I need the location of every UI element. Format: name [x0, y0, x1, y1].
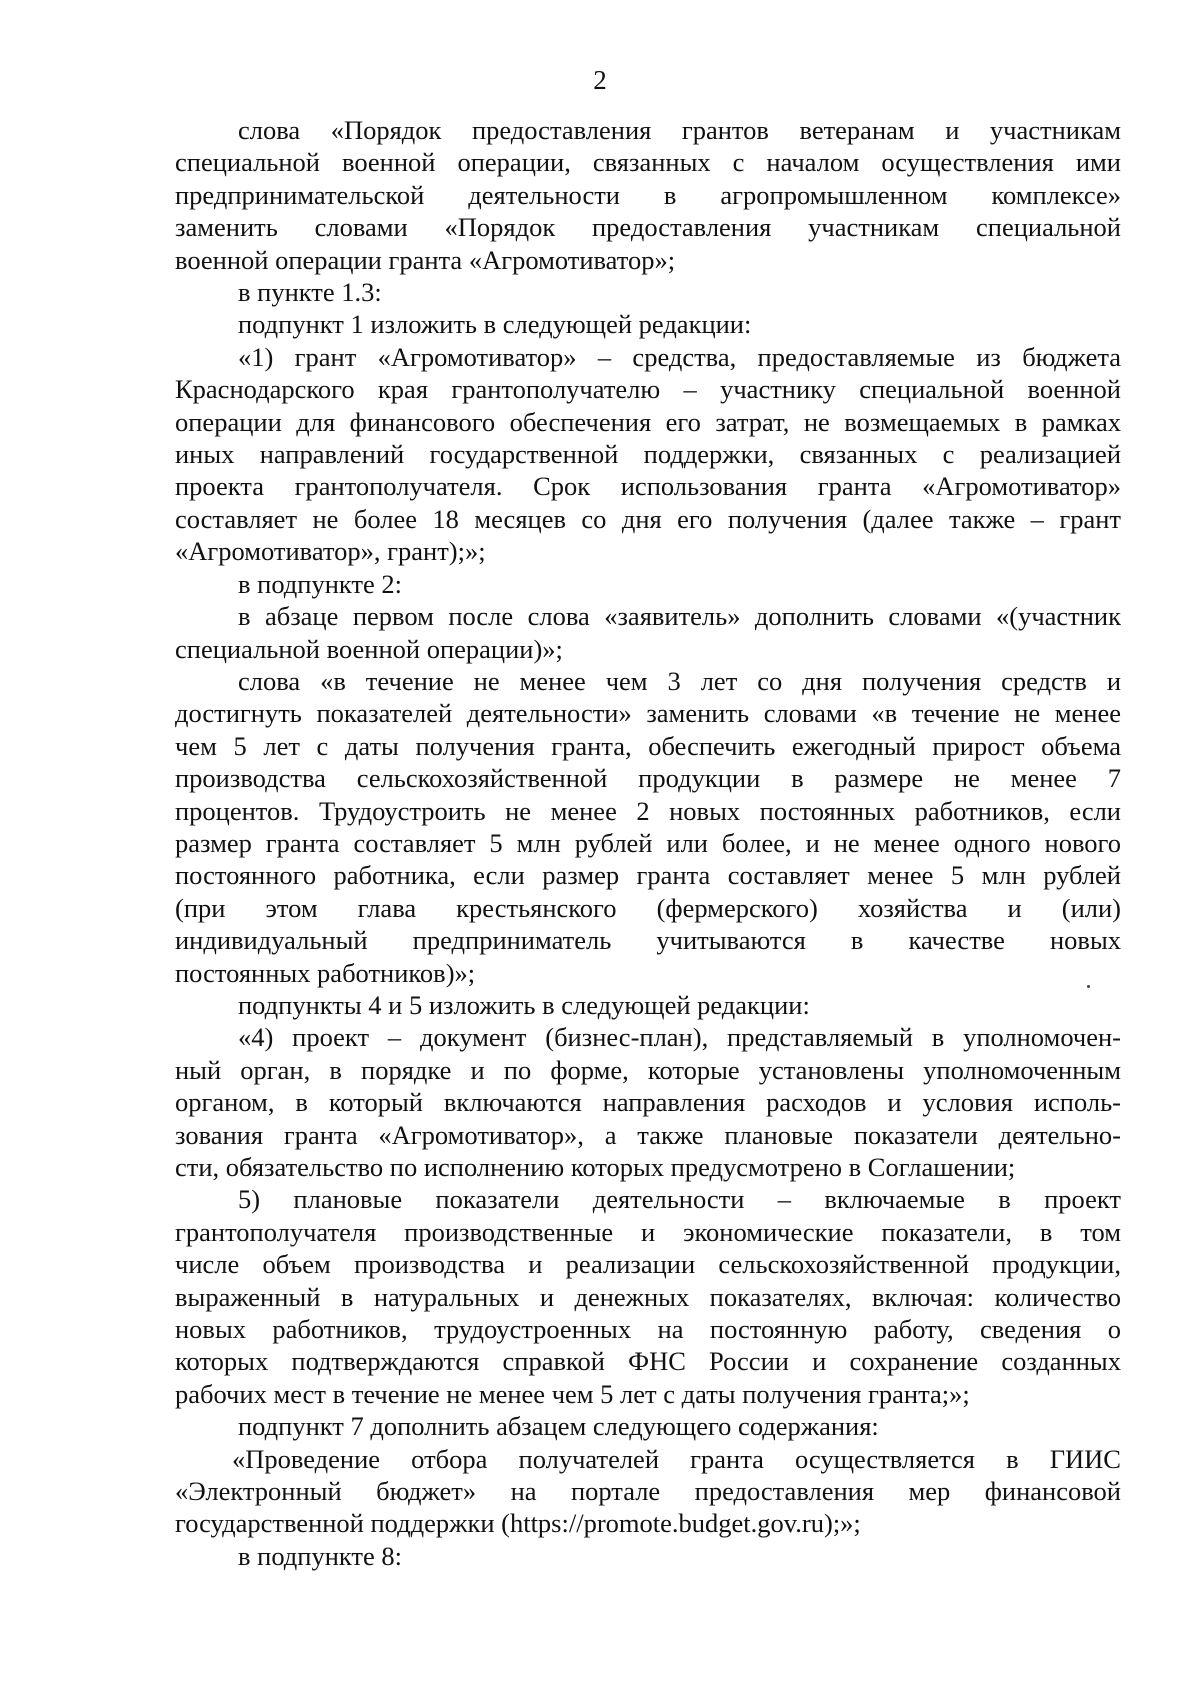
paragraph-planned-indicators: [175, 1183, 1121, 1410]
text-line: органом, в который включаются направления расходов и условия исполь-: [175, 1087, 1121, 1118]
paragraph-subpoint-1-intro: [175, 308, 1121, 340]
text-line: числе объем производства и реализации сельскохозяйственной продукции,: [175, 1249, 1121, 1280]
text-line: постоянного работника, если размер гранта составляет менее 5 млн рублей: [175, 860, 1121, 891]
text-line: «Электронный бюджет» на портале предоставления мер финансовой: [175, 1476, 1121, 1507]
document-body: [175, 114, 1121, 1572]
paragraph-selection-procedure: [175, 1443, 1121, 1540]
text-line: которых подтверждаются справкой ФНС России и сохранение созданных: [175, 1346, 1121, 1377]
text-line: специальной военной операции, связанных с началом осуществления ими: [175, 147, 1121, 178]
text-line: рабочих мест в течение не менее чем 5 лет с даты получения гранта;»;: [175, 1378, 970, 1409]
text-line: чем 5 лет с даты получения гранта, обеспечить ежегодный прирост объема: [175, 730, 1121, 761]
text-line: 5) плановые показатели деятельности – включаемые в проект: [238, 1184, 1121, 1215]
text-line: размер гранта составляет 5 млн рублей или более, и не менее одного нового: [175, 827, 1121, 858]
paragraph-point-1-3: [175, 276, 1121, 308]
text-line: подпункт 1 изложить в следующей редакции:: [238, 309, 752, 340]
text-line: в подпункте 2:: [238, 568, 403, 599]
paragraph-term-replacement: [175, 665, 1121, 989]
text-line: составляет не более 18 месяцев со дня его получения (далее также – грант: [175, 503, 1121, 534]
text-line: слова «в течение не менее чем 3 лет со дня получения средств и: [238, 665, 1121, 696]
scan-speck: [1087, 985, 1090, 988]
text-line: «1) грант «Агромотиватор» – средства, предоставляемые из бюджета: [238, 341, 1121, 372]
text-line: подпункты 4 и 5 изложить в следующей редакции:: [238, 989, 810, 1020]
text-line: в подпункте 8:: [238, 1540, 403, 1571]
text-line: в пункте 1.3:: [238, 277, 382, 308]
paragraph-project-definition: [175, 1021, 1121, 1183]
text-line: заменить словами «Порядок предоставления участникам специальной: [175, 212, 1121, 243]
text-line: постоянных работников)»;: [175, 957, 476, 988]
text-line: «Агромотиватор», грант);»;: [175, 536, 486, 567]
text-line: производства сельскохозяйственной продукции в размере не менее 7: [175, 763, 1121, 794]
text-line: специальной военной операции)»;: [175, 633, 563, 664]
text-line: Краснодарского края грантополучателю – участнику специальной военной: [175, 374, 1121, 405]
page-number: 2: [593, 65, 607, 95]
text-line: «4) проект – документ (бизнес-план), представляемый в уполномочен-: [238, 1022, 1121, 1053]
text-line: подпункт 7 дополнить абзацем следующего содержания:: [238, 1411, 879, 1442]
text-line: «Проведение отбора получателей гранта осуществляется в ГИИС: [232, 1443, 1121, 1474]
text-line: военной операции гранта «Агромотиватор»;: [175, 244, 676, 275]
text-line: зования гранта «Агромотиватор», а также плановые показатели деятельно-: [175, 1119, 1121, 1150]
paragraph-title-replacement: [175, 114, 1121, 276]
text-line: операции для финансового обеспечения его затрат, не возмещаемых в рамках: [175, 406, 1121, 437]
text-line: индивидуальный предприниматель учитываются в качестве новых: [175, 925, 1121, 956]
paragraph-subpoints-4-5-intro: [175, 989, 1121, 1021]
text-line: процентов. Трудоустроить не менее 2 новых постоянных работников, если: [175, 795, 1121, 826]
text-line: выраженный в натуральных и денежных показателях, включая: количество: [175, 1281, 1121, 1312]
text-line: проекта грантополучателя. Срок использования гранта «Агромотиватор»: [175, 471, 1121, 502]
text-line: государственной поддержки (https://promote.budget.gov.ru);»;: [175, 1508, 861, 1539]
paragraph-applicant-addition: [175, 600, 1121, 665]
paragraph-grant-definition: [175, 341, 1121, 568]
paragraph-subpoint-8: [175, 1540, 1121, 1572]
text-line: новых работников, трудоустроенных на постоянную работу, сведения о: [175, 1314, 1121, 1345]
text-line: ный орган, в порядке и по форме, которые установлены уполномоченным: [175, 1054, 1121, 1085]
text-line: (при этом глава крестьянского (фермерского) хозяйства и (или): [175, 892, 1121, 923]
text-line: достигнуть показателей деятельности» заменить словами «в течение не менее: [175, 698, 1121, 729]
text-line: слова «Порядок предоставления грантов ветеранам и участникам: [238, 115, 1121, 145]
text-line: предпринимательской деятельности в агропромышленном комплексе»: [175, 179, 1121, 210]
text-line: иных направлений государственной поддержки, связанных с реализацией: [175, 439, 1121, 470]
paragraph-subpoint-7-intro: [175, 1410, 1121, 1442]
paragraph-subpoint-2: [175, 568, 1121, 600]
text-line: в абзаце первом после слова «заявитель» дополнить словами «(участник: [238, 601, 1121, 632]
text-line: грантополучателя производственные и экономические показатели, в том: [175, 1216, 1121, 1247]
text-line: сти, обязательство по исполнению которых предусмотрено в Соглашении;: [175, 1152, 1016, 1182]
